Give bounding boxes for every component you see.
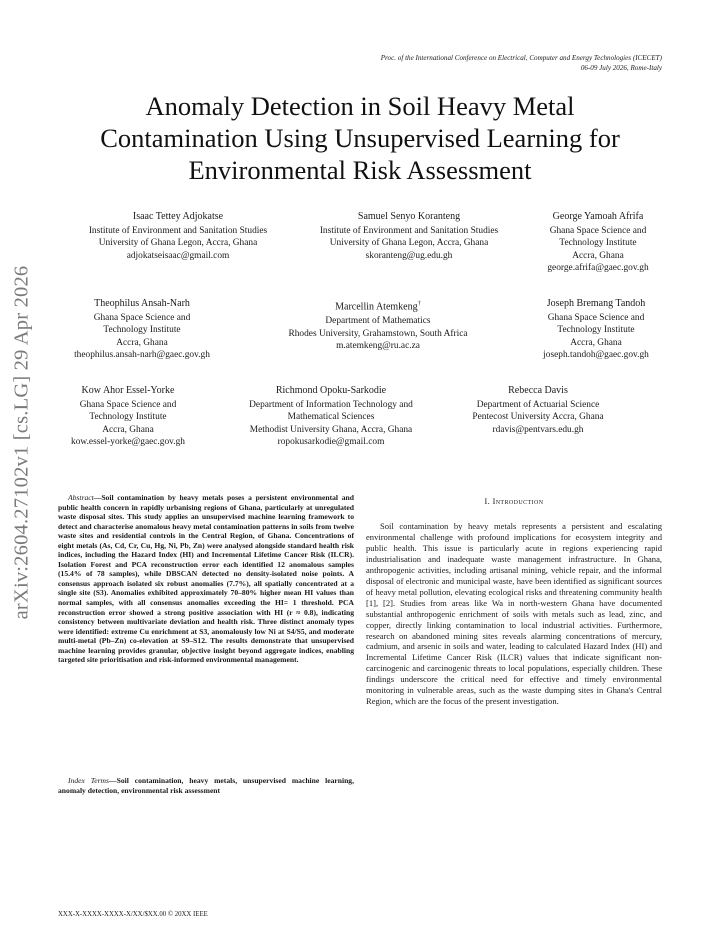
author-name: Richmond Opoku-Sarkodie [275, 385, 387, 396]
author-affiliation: Ghana Space Science and [79, 399, 177, 410]
author-affiliation: Pentecost University Accra, Ghana [472, 412, 604, 423]
author-affiliation: Ghana Space Science and [549, 225, 647, 236]
author-block [71, 385, 185, 449]
author-affiliation: Technology Institute [89, 412, 167, 423]
author-email: m.atemkeng@ru.ac.za [336, 341, 420, 352]
author-block [472, 385, 603, 436]
author-block [543, 298, 649, 362]
arxiv-stamp [6, 262, 38, 622]
author-name: Theophilus Ansah-Narh [94, 298, 190, 309]
author-footnote-mark: † [417, 300, 421, 307]
index-terms [58, 776, 354, 795]
author-affiliation: Technology Institute [103, 325, 181, 336]
conference-name: Proc. of the International Conference on Electrical, Computer and Energy Technologies (ICECET) [380, 54, 662, 62]
author-affiliation: Accra, Ghana [102, 424, 154, 435]
author-block [320, 211, 498, 262]
copyright-footer: XXX-X-XXXX-XXXX-X/XX/$XX.00 © 20XX IEEE [58, 911, 208, 918]
abstract [58, 493, 354, 665]
introduction-paragraph: Soil contamination by heavy metals represents a persistent and escalating environmental challenge with profound implications for ecosystem integrity and public health. This issue is particularly acute in regions experiencing rapid industrialisation and inadequate waste management infrastructure. In Ghana, anthropogenic activities, including artisanal mining, vehicle repair, and the informal disposal of electronic and municipal waste, have been identified as significant sources of heavy metal pollution, elevating ecological risks and threatening community health [1], [2]. Studies from areas like Wa in north-western Ghana have documented substantial anthropogenic enrichment of soils with metals such as lead, zinc, and copper, directly linking contamination to local industrial activities. Furthermore, research on abandoned mining sites reveals alarming concentrations of mercury, cadmium, and arsenic in soils and water, leading to calculated Hazard Index (HI) and Incremental Lifetime Cancer Risk (ILCR) values that indicate significant non-carcinogenic and carcinogenic threats to local populations, especially children. These findings underscore the critical need for effective and timely environmental monitoring in vulnerable areas, such as the waste dumping sites in Ghana's Central Region, which are the focus of the present investigation. [366, 521, 662, 707]
section-heading-text: I. Introduction [484, 497, 544, 506]
author-email: rdavis@pentvars.edu.gh [492, 424, 584, 435]
abstract-label: Abstract [68, 493, 94, 502]
author-email: joseph.tandoh@gaec.gov.gh [543, 350, 649, 361]
author-affiliation: Department of Mathematics [325, 315, 431, 326]
author-affiliation: Methodist University Ghana, Accra, Ghana [249, 424, 413, 435]
arxiv-stamp-text: arXiv:2604.27102v1 [cs.LG] 29 Apr 2026 [10, 265, 33, 619]
author-affiliation: Technology Institute [557, 325, 635, 336]
author-block [89, 211, 267, 262]
author-affiliation: Institute of Environment and Sanitation Studies [88, 225, 268, 236]
author-affiliation: Ghana Space Science and [547, 312, 645, 323]
author-affiliation: University of Ghana Legon, Accra, Ghana [98, 238, 258, 249]
author-affiliation: Rhodes University, Grahamstown, South Africa [288, 328, 468, 339]
abstract-text: —Soil contamination by heavy metals poses a persistent environmental and public health concern in rapidly urbanising regions of Ghana, particularly at unregulated waste disposal sites. This study applies an unsupervised machine learning framework to detect and characterise anomalous heavy metal contamination patterns in soils from twelve waste sites and residential controls in the Central Region, of Ghana. Concentrations of eight metals (As, Cd, Cr, Cu, Hg, Ni, Pb, Zn) were analysed alongside standard health risk indices, including the Hazard Index (HI) and Incremental Lifetime Cancer Risk (ILCR). Isolation Forest and PCA reconstruction error each identified 12 anomalous samples (15.4% of 78 samples), while DBSCAN detected no density-isolated noise points. A consensus approach isolated six robust anomalies (7.7%), all spatially concentrated at a single site (S3). Anomalies exhibited approximately 70–80% higher mean HI values than normal samples, with all consensus anomalies exceeding the HI= 1 threshold. PCA reconstruction error showed a strong positive association with HI (r ≈ 0.8), indicating consistency between multivariate deviation and health risk. Three distinct anomaly types were identified: extreme Cu enrichment at S3, anomalously low Ni at S4/S5, and moderate multi-metal (Pb–Zn) co-elevation at S9–S12. The results demonstrate that unsupervised machine learning provides granular, objective insight beyond aggregate indices, enabling targeted site prioritisation and risk-informed environmental management. [58, 493, 354, 665]
author-email: ropokusarkodie@gmail.com [277, 437, 385, 448]
author-email: kow.essel-yorke@gaec.gov.gh [71, 437, 185, 448]
author-affiliation: Mathematical Sciences [287, 412, 375, 423]
title-line: Environmental Risk Assessment [188, 155, 532, 185]
author-affiliation: Department of Actuarial Science [476, 399, 600, 410]
index-terms-label: Index Terms [68, 776, 110, 785]
author-affiliation: University of Ghana Legon, Accra, Ghana [329, 238, 489, 249]
conference-dates: 06-09 July 2026, Rome-Italy [580, 64, 662, 72]
author-email: theophilus.ansah-narh@gaec.gov.gh [74, 350, 210, 361]
author-affiliation: Accra, Ghana [570, 337, 622, 348]
author-name: Kow Ahor Essel-Yorke [81, 385, 175, 396]
author-affiliation: Accra, Ghana [572, 250, 624, 261]
author-block [74, 298, 210, 362]
author-block [249, 385, 413, 449]
author-affiliation: Accra, Ghana [116, 337, 168, 348]
author-email: george.afrifa@gaec.gov.gh [547, 263, 649, 274]
author-email: adjokatseisaac@gmail.com [126, 250, 230, 261]
author-block [288, 298, 467, 353]
author-affiliation: Department of Information Technology and [249, 399, 413, 410]
author-name: George Yamoah Afrifa [552, 211, 644, 222]
section-heading [366, 497, 662, 506]
title-line: Contamination Using Unsupervised Learning for [100, 123, 620, 153]
author-name: Samuel Senyo Koranteng [357, 211, 461, 222]
conference-header [381, 53, 662, 73]
author-name: Marcellin Atemkeng† [335, 300, 421, 313]
author-block [547, 211, 648, 275]
author-email: skoranteng@ug.edu.gh [365, 250, 453, 261]
author-affiliation: Institute of Environment and Sanitation Studies [319, 225, 499, 236]
author-affiliation: Technology Institute [559, 238, 637, 249]
paper-title [60, 90, 660, 186]
author-name: Rebecca Davis [508, 385, 568, 396]
author-name: Joseph Bremang Tandoh [546, 298, 646, 309]
author-name: Isaac Tettey Adjokatse [132, 211, 224, 222]
author-affiliation: Ghana Space Science and [93, 312, 191, 323]
title-line: Anomaly Detection in Soil Heavy Metal [145, 91, 575, 121]
index-terms-text: —Soil contamination, heavy metals, unsupervised machine learning, anomaly detection, environmental risk assessment [58, 776, 354, 795]
